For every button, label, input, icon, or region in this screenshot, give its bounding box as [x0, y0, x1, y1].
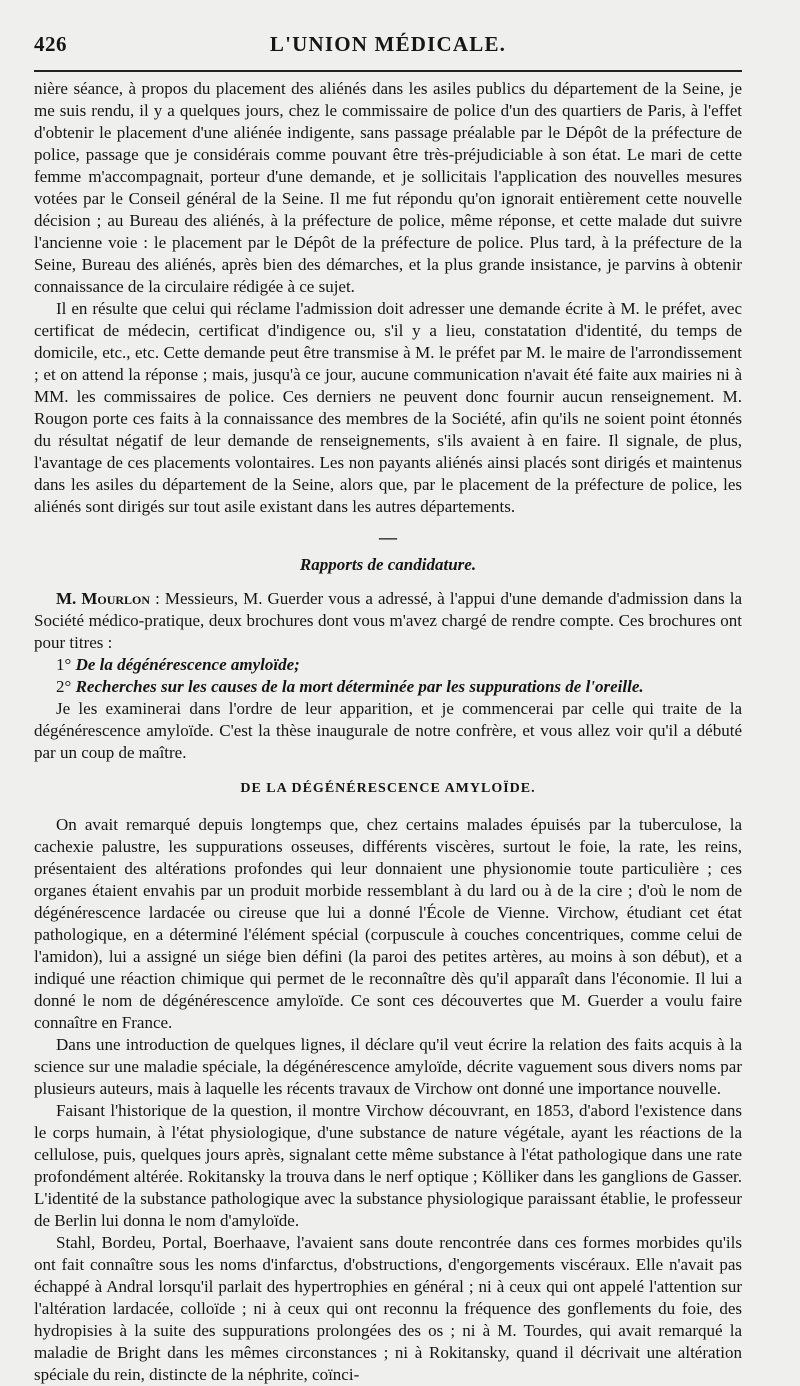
paragraph: Stahl, Bordeu, Portal, Boerhaave, l'avaient sans doute rencontrée dans ces formes morbides qu'ils ont fait connaître sous les noms d'infarctus, d'obstructions, d'engorgements viscéraux. Elle n'avait pas échappé à Andral lorsqu'il parlait des hypertrophies en général ; ni à ceux qui ont appelé l'attention sur l'altération lardacée, colloïde ; ni à ceux qui ont reconnu la fréquence des gonflements du foie, des hydropisies à la suite des suppurations prolongées des os ; ni à M. Tourdes, qui avait remarqué la maladie de Bright dans les mêmes circonstances ; ni à Rokitansky, quand il décrivait une altération spéciale du rein, distincte de la néphrite, coïnci-	[34, 1233, 742, 1384]
paragraph: Faisant l'historique de la question, il montre Virchow découvrant, en 1853, d'abord l'existence dans le corps humain, à l'état physiologique, d'une substance de nature végétale, ayant les réactions de la cellulose, puis, quelques jours après, signalant cette même substance à l'état pathologique dans une rate profondément altérée. Rokitansky la trouva dans le nerf optique ; Kölliker dans les ganglions de Gasser. L'identité de la substance pathologique avec la substance physiologique paraissant établie, le professeur de Berlin lui donna le nom d'amyloïde.	[34, 1101, 742, 1230]
list-item-number: 2°	[56, 677, 72, 696]
report-intro-text: : Messieurs, M. Guerder vous a adressé, à l'appui d'une demande d'admission dans la Société médico-pratique, deux brochures dont vous m'avez chargé de rendre compte. Ces brochures ont pour titres :	[34, 589, 743, 652]
list-item-title: Recherches sur les causes de la mort déterminée par les suppurations de l'oreille.	[75, 677, 644, 696]
speaker-name: M. Mourlon	[56, 589, 151, 608]
report-intro-paragraph	[34, 588, 742, 654]
list-item	[34, 676, 742, 698]
header-rule	[34, 70, 742, 72]
section-title: Rapports de candidature.	[299, 555, 477, 574]
paragraph: Je les examinerai dans l'ordre de leur apparition, et je commencerai par celle qui traite de la dégénérescence amyloïde. C'est la thèse inaugurale de notre confrère, et vous allez voir qu'il a débuté par un coup de maître.	[34, 699, 742, 762]
article-body	[34, 78, 742, 1386]
paragraph: Dans une introduction de quelques lignes, il déclare qu'il veut écrire la relation des faits acquis à la science sur une maladie spéciale, la dégénérescence amyloïde, décrite vaguement sous divers noms par plusieurs auteurs, mais à laquelle les récents travaux de Virchow ont donné une importance nouvelle.	[34, 1035, 742, 1098]
list-item	[34, 654, 742, 676]
brochure-titles-list	[34, 654, 742, 698]
paragraph: Il en résulte que celui qui réclame l'admission doit adresser une demande écrite à M. le préfet, avec certificat de médecin, certificat d'indigence ou, s'il y a lieu, constatation d'identité, du temps de domicile, etc., etc. Cette demande peut être transmise à M. le préfet par M. le maire de l'arrondissement ; et on attend la réponse ; mais, jusqu'à ce jour, aucune communication n'avait été faite aux mairies ni à MM. les commissaires de police. Ces derniers ne peuvent donc fournir aucun renseignement. M. Rougon porte ces faits à la connaissance des membres de la Société, afin qu'ils ne soient point étonnés du résultat négatif de leur demande de renseignements, s'ils avaient à en faire. Il signale, de plus, l'avantage de ces placements volontaires. Les non payants aliénés ainsi placés sont dirigés et maintenus dans les asiles du département de la Seine, alors que, par le placement de la préfecture de police, les aliénés sont dirigés sur tout asile existant dans les autres départements.	[34, 299, 742, 516]
paragraph: nière séance, à propos du placement des aliénés dans les asiles publics du département de la Seine, je me suis rendu, il y a quelques jours, chez le commissaire de police d'un des quartiers de Paris, à l'effet d'obtenir le placement d'une aliénée indigente, sans passage préalable par le Dépôt de la préfecture de police, passage que je considérais comme pouvant être très-préjudiciable à son état. Le mari de cette femme m'accompagnait, porteur d'une demande, et je sollicitais l'application des nouvelles mesures votées par le Conseil général de la Seine. Il me fut répondu qu'on ignorait entièrement cette nouvelle décision ; au Bureau des aliénés, à la préfecture de police, même réponse, et cette malade dut suivre l'ancienne voie : le placement par le Dépôt de la préfecture de police. Plus tard, à la préfecture de la Seine, Bureau des aliénés, après bien des démarches, et la plus grande insistance, je parvins à obtenir connaissance de la circulaire rédigée à ce sujet.	[34, 79, 742, 296]
section-separator: —	[379, 527, 397, 547]
list-item-number: 1°	[56, 655, 72, 674]
list-item-title: De la dégénérescence amyloïde;	[75, 655, 300, 674]
subsection-title: DE LA DÉGÉNÉRESCENCE AMYLOÏDE.	[240, 781, 536, 796]
page-number: 426	[34, 32, 67, 56]
page-header	[34, 26, 742, 62]
paragraph: On avait remarqué depuis longtemps que, chez certains malades épuisés par la tuberculose, la cachexie palustre, les suppurations osseuses, différents viscères, surtout le foie, la rate, les reins, présentaient des altérations profondes qui leur donnaient une physionomie toute particulière ; ces organes étaient envahis par un produit morbide ressemblant à du lard ou à de la cire ; d'où le nom de dégénérescence lardacée ou cireuse que lui a donné l'École de Vienne. Virchow, étudiant cet état pathologique, en a déterminé l'élément spécial (corpuscule à couches concentriques, comme celui de l'amidon), lui a assigné un siége bien défini (la paroi des petites artères, au moins à son début), et a indiqué une réaction chimique qui permet de le reconnaître dès qu'il apparaît dans l'économie. Il lui a donné le nom de dégénérescence amyloïde. Ce sont ces découvertes que M. Guerder a voulu faire connaître en France.	[34, 815, 742, 1032]
running-title: L'UNION MÉDICALE.	[269, 32, 507, 56]
